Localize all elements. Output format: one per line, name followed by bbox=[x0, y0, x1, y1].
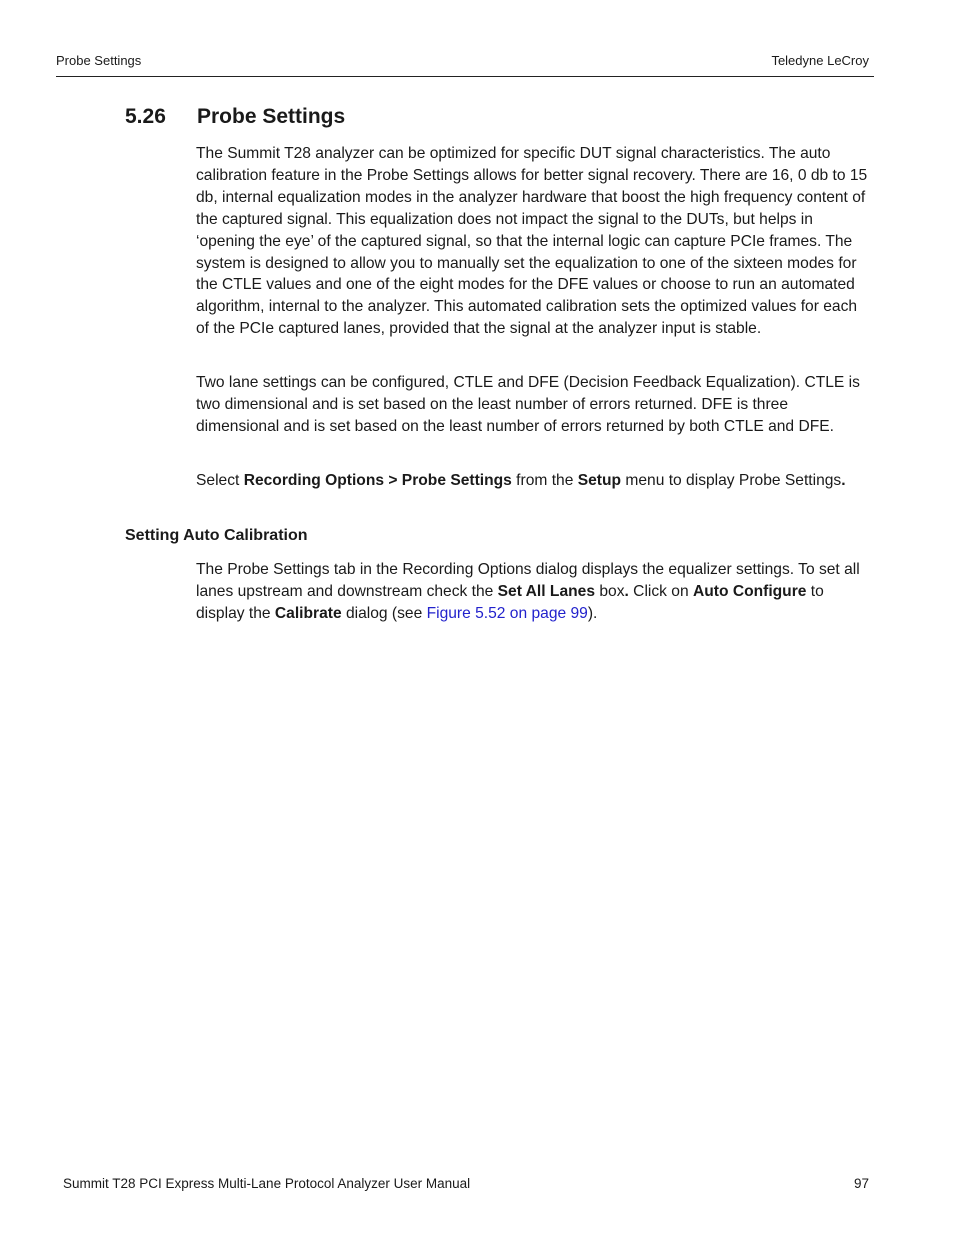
section-title: Probe Settings bbox=[197, 105, 346, 128]
paragraph-auto-calibration bbox=[196, 559, 872, 625]
text-run-bold-period: . bbox=[624, 582, 629, 600]
running-header bbox=[56, 52, 874, 77]
text-run-bold-period: . bbox=[841, 472, 846, 489]
header-section-title: Probe Settings bbox=[56, 53, 142, 68]
paragraph-lane-settings: Two lane settings can be configured, CTLE and DFE (Decision Feedback Equalization). CTLE is two dimensional and is set based on the least number of errors returned. DFE is three dimensional and is set based on the least number of errors returned by both CTLE and DFE. bbox=[196, 374, 860, 435]
text-run: Click on bbox=[628, 582, 693, 600]
menu-path-recording-options: Recording Options > Probe Settings bbox=[243, 472, 512, 489]
section-number: 5.26 bbox=[125, 105, 166, 128]
header-company-name: Teledyne LeCroy bbox=[771, 53, 869, 68]
footer-manual-title: Summit T28 PCI Express Multi-Lane Protocol Analyzer User Manual bbox=[63, 1176, 471, 1191]
text-run: The Probe Settings tab in the Recording Options dialog displays the equalizer settings. To set all lanes upstream and downstream check the bbox=[196, 561, 860, 600]
page-number: 97 bbox=[853, 1176, 869, 1191]
text-run: to display the bbox=[196, 582, 824, 622]
paragraph-intro: The Summit T28 analyzer can be optimized for specific DUT signal characteristics. The auto calibration feature in the Probe Settings allows for better signal recovery. There are 16, 0 db to 15 db, internal equalization modes in the analyzer hardware that boost the high frequency content of the captured signal. This equalization does not impact the signal to the DUTs, but helps in ‘opening the eye’ of the captured signal, so that the internal logic can capture PCIe frames. The system is designed to allow you to manually set the equalization to one of the sixteen modes for the CTLE values and one of the eight modes for the DFE values or choose to run an automated algorithm, internal to the analyzer. This automated calibration sets the optimized values for each of the PCIe captured lanes, provided that the signal at the analyzer input is stable. bbox=[196, 145, 868, 338]
text-run: dialog (see bbox=[341, 604, 427, 622]
section-heading bbox=[125, 105, 345, 129]
figure-cross-reference-link[interactable]: Figure 5.52 on page 99 bbox=[426, 604, 588, 622]
option-set-all-lanes: Set All Lanes bbox=[497, 582, 596, 600]
subheading-auto-calibration: Setting Auto Calibration bbox=[125, 527, 308, 544]
text-run: box bbox=[595, 582, 625, 600]
text-run: menu to display Probe Settings bbox=[621, 472, 842, 489]
menu-name-setup: Setup bbox=[577, 472, 622, 489]
paragraph-menu-instructions bbox=[196, 470, 872, 492]
text-run: Select bbox=[196, 472, 244, 489]
button-name-auto-configure: Auto Configure bbox=[692, 582, 807, 600]
dialog-name-calibrate: Calibrate bbox=[274, 604, 342, 622]
text-run: ). bbox=[587, 604, 598, 622]
text-run: from the bbox=[511, 472, 578, 489]
